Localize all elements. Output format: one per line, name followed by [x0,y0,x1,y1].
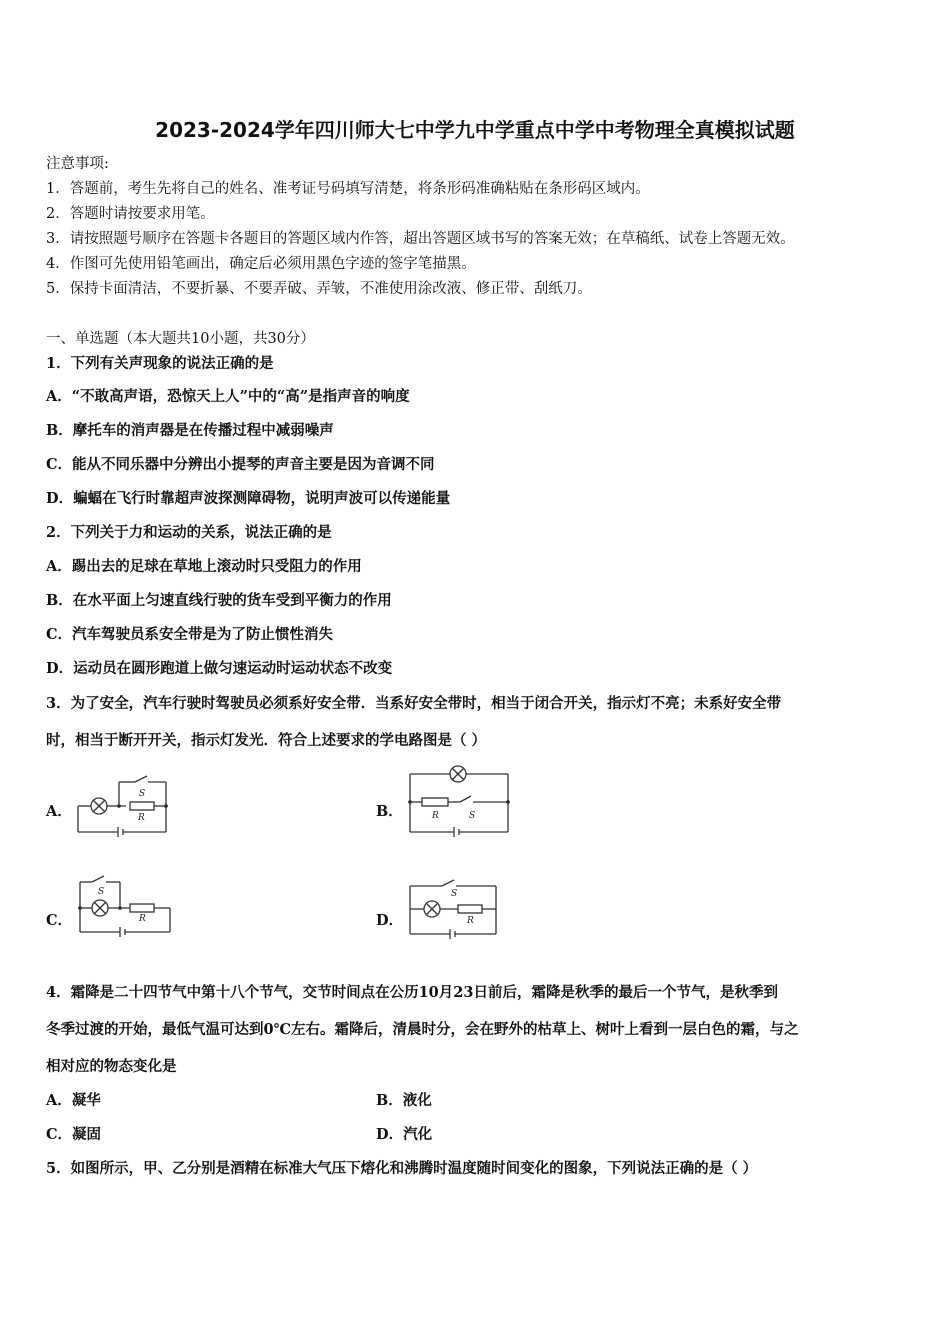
q3-stem-line-2: 时，相当于断开开关，指示灯发光．符合上述要求的学电路图是（ ） [46,732,487,749]
q3-label-d: D． [376,912,404,929]
q3-circuit-d [408,876,500,940]
notice-heading: 注意事项: [46,156,109,172]
q4-stem-line-2: 冬季过渡的开始，最低气温可达到0℃左右。霜降后，清晨时分，会在野外的枯草上、树叶上看到一层白色的霜，与之 [46,1021,799,1038]
notice-item-3: 3．请按照题号顺序在答题卡各题目的答题区域内作答，超出答题区域书写的答案无效；在草稿纸、试卷上答题无效。 [46,231,795,247]
q4-option-d: D．汽化 [376,1126,433,1143]
notice-item-5: 5．保持卡面清洁，不要折暴、不要弄破、弄皱，不准使用涂改液、修正带、刮纸刀。 [46,281,592,297]
q1-option-d: D．蝙蝠在飞行时靠超声波探测障碍物，说明声波可以传递能量 [46,490,451,507]
q4-stem-line-1: 4．霜降是二十四节气中第十八个节气，交节时间点在公历10月23日前后，霜降是秋季的最后一个节气，是秋季到 [46,984,778,1001]
q3-label-c: C． [46,912,73,929]
q2-option-a: A．踢出去的足球在草地上滚动时只受阻力的作用 [46,558,362,575]
q5-stem: 5．如图所示，甲、乙分别是酒精在标准大气压下熔化和沸腾时温度随时间变化的图象，下列说法正确的是（ ） [46,1160,758,1177]
q3-circuit-b [408,764,514,838]
q3-label-b: B． [376,803,403,820]
circuit-b-resistor-icon [422,798,448,806]
circuit-d-resistor-icon [458,905,482,913]
circuit-c-resistor-label: R [139,914,146,924]
q3-circuit-a [78,774,178,840]
q2-option-b: B．在水平面上匀速直线行驶的货车受到平衡力的作用 [46,592,392,609]
q4-option-b: B．液化 [376,1092,432,1109]
section-heading: 一、单选题（本大题共10小题，共30分） [46,331,315,347]
q1-option-b: B．摩托车的消声器是在传播过程中减弱噪声 [46,422,334,439]
circuit-a-node-right [164,804,168,808]
q2-option-c: C．汽车驾驶员系安全带是为了防止惯性消失 [46,626,334,643]
q4-option-a: A．凝华 [46,1092,101,1109]
circuit-a-resistor-label: R [138,813,145,823]
q4-option-c: C．凝固 [46,1126,102,1143]
q1-option-c: C．能从不同乐器中分辨出小提琴的声音主要是因为音调不同 [46,456,435,473]
q1-stem: 1．下列有关声现象的说法正确的是 [46,355,274,372]
circuit-a-switch-blade [135,776,147,782]
circuit-c-resistor-icon [130,904,154,912]
circuit-d-resistor-label: R [467,916,474,926]
notice-item-4: 4．作图可先使用铅笔画出，确定后必须用黑色字迹的签字笔描黑。 [46,256,476,272]
circuit-a-switch-label: S [139,789,146,799]
q3-stem-line-1: 3．为了安全，汽车行驶时驾驶员必须系好安全带．当系好安全带时，相当于闭合开关，指示灯不亮；未系好安全带 [46,695,782,712]
q3-circuit-c [78,876,174,940]
q2-stem: 2．下列关于力和运动的关系，说法正确的是 [46,524,332,541]
circuit-b-switch-label: S [469,811,476,821]
q1-option-a: A．“不敢高声语，恐惊天上人”中的“高”是指声音的响度 [46,388,410,405]
circuit-a-resistor-icon [130,802,154,810]
page-title: 2023-2024学年四川师大七中学九中学重点中学中考物理全真模拟试题 [155,118,795,142]
circuit-d-switch-blade [442,880,454,886]
q4-stem-line-3: 相对应的物态变化是 [46,1058,177,1075]
circuit-b-resistor-label: R [432,811,439,821]
circuit-b-switch-blade [460,796,471,802]
notice-item-1: 1．答题前，考生先将自己的姓名、准考证号码填写清楚，将条形码准确粘贴在条形码区域内。 [46,181,650,197]
notice-item-2: 2．答题时请按要求用笔。 [46,206,215,222]
q3-label-a: A． [46,803,72,820]
q2-option-d: D．运动员在圆形跑道上做匀速运动时运动状态不改变 [46,660,393,677]
circuit-c-switch-label: S [98,887,105,897]
circuit-d-switch-label: S [451,889,458,899]
circuit-c-switch-blade [92,876,104,882]
